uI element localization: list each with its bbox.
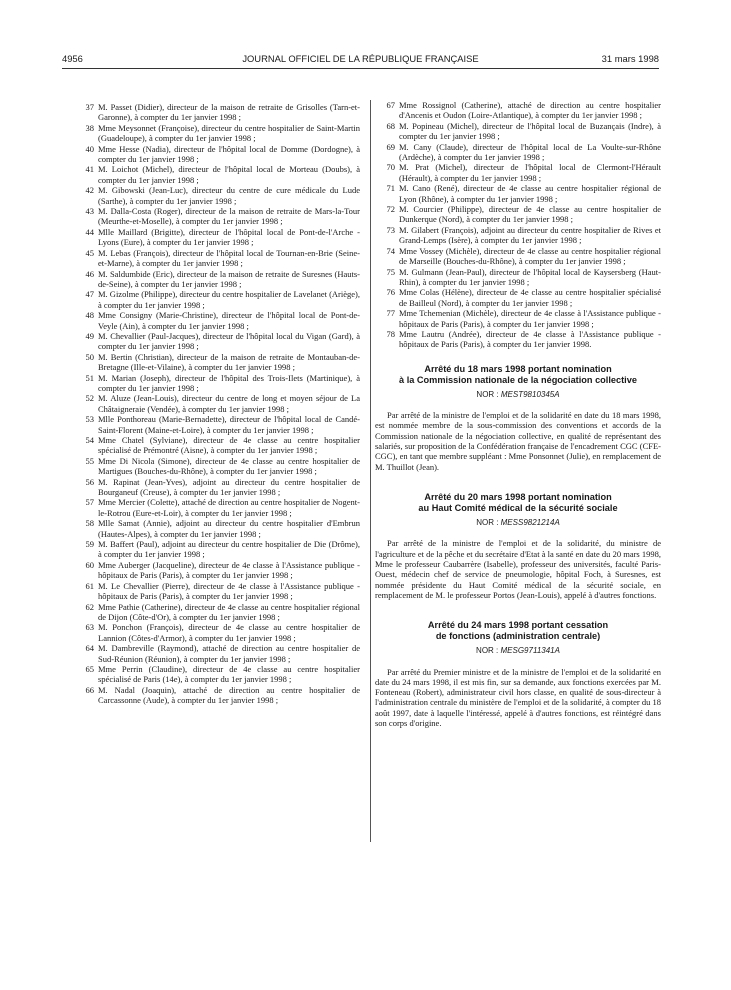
list-item	[74, 414, 360, 435]
entry-number: 67	[386, 100, 395, 110]
list-item	[74, 269, 360, 290]
list-item	[375, 142, 661, 163]
nor-reference	[375, 518, 661, 528]
entry-text: M. Passet (Didier), directeur de la maison de retraite de Grisolles (Tarn-et-Garonne), à compter du 1er janvier 1998 ;	[98, 102, 360, 123]
entry-number: 58	[85, 518, 94, 529]
list-item	[74, 622, 360, 643]
nor-code: MESS9821214A	[500, 517, 560, 527]
entry-number: 52	[85, 393, 94, 404]
entry-text: M. Dambreville (Raymond), attaché de direction au centre hospitalier de Sud-Réunion (Réunion), à compter du 1er janvier 1998 ;	[98, 643, 360, 664]
list-item	[74, 643, 360, 664]
entry-text: M. Marian (Joseph), directeur de l'hôpital des Trois-Ilets (Martinique), à compter du 1er janvier 1998 ;	[98, 372, 360, 393]
list-item	[74, 331, 360, 352]
section-title-line: Arrêté du 18 mars 1998 portant nomination	[424, 363, 612, 374]
list-item	[375, 225, 661, 246]
entry-text: Mme Consigny (Marie-Christine), directeur de l'hôpital local de Pont-de-Veyle (Ain), à compter du 1er janvier 1998 ;	[98, 310, 360, 331]
list-item	[74, 248, 360, 269]
entry-text: Mme Vossey (Michèle), directeur de 4e classe au centre hospitalier régional de Marseille (Bouches-du-Rhône), à compter du 1er janvier 1998 ;	[399, 245, 661, 267]
list-item	[74, 352, 360, 373]
entry-text: Mme Tchemenian (Michèle), directeur de 4e classe à l'Assistance publique - hôpitaux de Paris (Paris), à compter du 1er janvier 1998 ;	[399, 308, 661, 329]
entry-text: Mme Mercier (Colette), attaché de direction au centre hospitalier de Nogent-le-Rotrou (Eure-et-Loir), à compter du 1er janvier 1998 ;	[98, 497, 360, 518]
nor-code: MEST9810345A	[500, 389, 560, 399]
entry-text: Mlle Samat (Annie), adjoint au directeur du centre hospitalier d'Embrun (Hautes-Alpes), à compter du 1er janvier 1998 ;	[98, 518, 360, 539]
entry-number: 77	[386, 308, 395, 319]
list-item	[74, 310, 360, 331]
entry-number: 48	[85, 310, 94, 321]
entry-number: 49	[85, 330, 94, 341]
entry-text: Mme Di Nicola (Simone), directeur de 4e classe au centre hospitalier de Martigues (Bouches-du-Rhône), à compter du 1er janvier 1998 ;	[98, 455, 360, 477]
section-body: Par arrêté de la ministre de l'emploi et de la solidarité en date du 18 mars 1998, est nommée membre de la sous-commission des conventions et accords de la Commission nationale de la négociation collective, en qualité de représentant des salariés, sur proposition de la Confédération française de l'encadrement CGC (CFE-CGC), en tant que membre suppléant : Mme Ponsonnet (Julie), en remplacement de M. Thuillot (Jean).	[375, 410, 661, 472]
header-rule	[62, 68, 659, 69]
section-title	[375, 492, 661, 514]
entry-number: 40	[85, 143, 94, 154]
list-item	[74, 393, 360, 414]
entry-text: M. Cany (Claude), directeur de l'hôpital local de La Voulte-sur-Rhône (Ardèche), à compter du 1er janvier 1998 ;	[399, 141, 661, 163]
page-header	[62, 53, 659, 69]
nor-label: NOR :	[476, 646, 501, 656]
list-item	[375, 267, 661, 288]
list-item	[375, 183, 661, 204]
list-item	[74, 581, 360, 602]
entry-text: M. Loichot (Michel), directeur de l'hôpital local de Morteau (Doubs), à compter du 1er janvier 1998 ;	[98, 164, 360, 185]
entry-text: M. Gizolme (Philippe), directeur du centre hospitalier de Lavelanet (Ariège), à compter du 1er janvier 1998 ;	[98, 289, 360, 310]
entry-text: M. Courcier (Philippe), directeur de 4e classe au centre hospitalier de Dunkerque (Nord), à compter du 1er janvier 1998 ;	[399, 204, 661, 225]
issue-date: 31 mars 1998	[601, 53, 659, 64]
entry-text: Mme Auberger (Jacqueline), directeur de 4e classe à l'Assistance publique - hôpitaux de Paris (Paris), à compter du 1er janvier 1998 ;	[98, 559, 360, 581]
entry-text: Mme Meysonnet (Françoise), directeur du centre hospitalier de Saint-Martin (Guadeloupe), à compter du 1er janvier 1998 ;	[98, 122, 360, 144]
entry-text: Mlle Ponthoreau (Marie-Bernadette), directeur de l'hôpital local de Candé-Saint-Florent (Maine-et-Loire), à compter du 1er janvier 1998 ;	[98, 414, 360, 435]
decree-section-3	[375, 620, 661, 728]
nor-code: MESG9711341A	[500, 646, 560, 656]
section-body: Par arrêté du Premier ministre et de la ministre de l'emploi et de la solidarité en date du 24 mars 1998, il est mis fin, sur sa demande, aux fonctions exercées par M. Fonteneau (Robert), administrateur civil hors classe, en qualité de sous-directeur à l'administration centrale du ministère de l'emploi et de la solidarité, à compter du 18 août 1997, date à laquelle l'intéressé, appelé à d'autres fonctions, est réintégré dans son corps d'origine.	[375, 666, 661, 729]
entry-number: 46	[85, 268, 94, 279]
list-item	[74, 373, 360, 394]
entry-text: M. Gilabert (François), adjoint au directeur du centre hospitalier de Rives et Grand-Lemps (Isère), à compter du 1er janvier 1998 ;	[399, 224, 661, 246]
list-item	[74, 289, 360, 310]
list-item	[375, 246, 661, 267]
list-item	[74, 456, 360, 477]
entry-number: 54	[85, 435, 94, 445]
entry-number: 41	[85, 164, 94, 175]
section-title-line: Arrêté du 24 mars 1998 portant cessation	[427, 620, 609, 631]
nor-reference	[375, 390, 661, 400]
entry-text: M. Gibowski (Jean-Luc), directeur du centre de cure médicale du Lude (Sarthe), à compter du 1er janvier 1998 ;	[98, 185, 360, 206]
entry-text: M. Lebas (François), directeur de l'hôpital local de Tournan-en-Brie (Seine-et-Marne), à compter du 1er janvier 1998 ;	[98, 247, 360, 269]
entry-text: Mlle Maillard (Brigitte), directeur de l'hôpital local de Pont-de-l'Arche - Lyons (Eure), à compter du 1er janvier 1998 ;	[98, 226, 360, 248]
list-item	[375, 162, 661, 183]
entry-text: Mme Rossignol (Catherine), attaché de direction au centre hospitalier d'Ancenis et Oudon (Loire-Atlantique), à compter du 1er janvier 1998 ;	[399, 100, 661, 121]
journal-title: JOURNAL OFFICIEL DE LA RÉPUBLIQUE FRANÇAISE	[242, 53, 479, 64]
list-item	[375, 121, 661, 142]
entry-number: 63	[85, 622, 94, 633]
entry-text: M. Popineau (Michel), directeur de l'hôpital local de Buzançais (Indre), à compter du 1er janvier 1998 ;	[399, 120, 661, 142]
section-title-line: à la Commission nationale de la négociation collective	[399, 374, 637, 385]
section-title-line: au Haut Comité médical de la sécurité sociale	[418, 502, 618, 513]
entry-number: 74	[386, 245, 395, 256]
entry-number: 72	[386, 204, 395, 215]
section-title	[375, 620, 661, 642]
entry-text: M. Prat (Michel), directeur de l'hôpital local de Clermont-l'Hérault (Hérault), à compter du 1er janvier 1998 ;	[399, 162, 661, 183]
entry-number: 37	[85, 102, 94, 112]
decree-section-2	[375, 492, 661, 600]
nor-reference	[375, 646, 661, 656]
section-title-line: Arrêté du 20 mars 1998 portant nomination	[424, 491, 612, 502]
entry-text: M. Le Chevallier (Pierre), directeur de 4e classe à l'Assistance publique - hôpitaux de Paris (Paris), à compter du 1er janvier 1998 ;	[98, 580, 360, 602]
list-item	[74, 144, 360, 165]
entry-text: Mme Pathie (Catherine), directeur de 4e classe au centre hospitalier régional de Dijon (Côte-d'Or), à compter du 1er janvier 1998 ;	[98, 601, 360, 622]
entry-number: 44	[85, 226, 94, 237]
decree-section-1	[375, 364, 661, 472]
list-item	[74, 477, 360, 498]
entry-number: 75	[386, 266, 395, 277]
list-item	[74, 206, 360, 227]
section-title-line: de fonctions (administration centrale)	[435, 631, 601, 642]
entry-number: 59	[85, 539, 94, 550]
column-separator	[370, 100, 371, 842]
entry-number: 60	[85, 559, 94, 570]
entry-text: M. Baffert (Paul), adjoint au directeur du centre hospitalier de Die (Drôme), à compter du 1er janvier 1998 ;	[98, 539, 360, 560]
entry-text: M. Nadal (Joaquin), attaché de direction au centre hospitalier de Carcassonne (Aude), à compter du 1er janvier 1998 ;	[98, 684, 360, 706]
entry-text: M. Chevallier (Paul-Jacques), directeur de l'hôpital local du Vigan (Gard), à compter du 1er janvier 1998 ;	[98, 330, 360, 352]
list-item	[74, 497, 360, 518]
entry-number: 64	[85, 643, 94, 654]
entry-number: 69	[386, 141, 395, 152]
entry-number: 65	[85, 663, 94, 674]
entry-text: M. Rapinat (Jean-Yves), adjoint au directeur du centre hospitalier de Bourganeuf (Creuse), à compter du 1er janvier 1998 ;	[98, 476, 360, 498]
right-column	[375, 100, 661, 728]
list-item	[74, 664, 360, 685]
list-item	[74, 560, 360, 581]
entry-text: M. Dalla-Costa (Roger), directeur de la maison de retraite de Mars-la-Tour (Meurthe-et-Moselle), à compter du 1er janvier 1998 ;	[98, 206, 360, 227]
entry-number: 73	[386, 224, 395, 235]
list-item	[375, 329, 661, 350]
entry-text: Mme Perrin (Claudine), directeur de 4e classe au centre hospitalier spécialisé de Paris (14e), à compter du 1er janvier 1998 ;	[98, 663, 360, 685]
entry-text: Mme Colas (Hélène), directeur de 4e classe au centre hospitalier spécialisé de Bailleul (Nord), à compter du 1er janvier 1998 ;	[399, 287, 661, 308]
section-title	[375, 364, 661, 386]
entry-text: M. Ponchon (François), directeur de 4e classe au centre hospitalier de Lannion (Côtes-d'Armor), à compter du 1er janvier 1998 ;	[98, 622, 360, 643]
entry-number: 78	[386, 328, 395, 339]
entry-number: 70	[386, 162, 395, 173]
entry-number: 56	[85, 476, 94, 487]
left-column	[74, 102, 360, 706]
list-item	[74, 435, 360, 456]
entry-number: 51	[85, 372, 94, 383]
entry-text: Mme Chatel (Sylviane), directeur de 4e classe au centre hospitalier spécialisé de Prémontré (Aisne), à compter du 1er janvier 1998 ;	[98, 435, 360, 456]
entry-text: M. Saldumbide (Eric), directeur de la maison de retraite de Suresnes (Hauts-de-Seine), à compter du 1er janvier 1998 ;	[98, 268, 360, 289]
entry-number: 38	[85, 122, 94, 133]
entry-number: 68	[386, 120, 395, 131]
list-item	[74, 164, 360, 185]
entry-number: 55	[85, 455, 94, 466]
entry-number: 43	[85, 206, 94, 217]
entry-number: 66	[85, 684, 94, 695]
entry-number: 45	[85, 247, 94, 258]
list-item	[375, 204, 661, 225]
list-item	[375, 308, 661, 329]
list-item	[74, 602, 360, 623]
list-item	[375, 287, 661, 308]
entry-number: 61	[85, 580, 94, 591]
page-number: 4956	[62, 53, 83, 64]
list-item	[74, 539, 360, 560]
entry-text: M. Cano (René), directeur de 4e classe au centre hospitalier régional de Lyon (Rhône), à compter du 1er janvier 1998 ;	[399, 183, 661, 204]
entry-text: M. Aluze (Jean-Louis), directeur du centre de long et moyen séjour de La Châtaigneraie (Vendée), à compter du 1er janvier 1998 ;	[98, 393, 360, 414]
entry-number: 57	[85, 497, 94, 508]
entry-text: Mme Lautru (Andrée), directeur de 4e classe à l'Assistance publique - hôpitaux de Paris (Paris), à compter du 1er janvier 1998.	[399, 328, 661, 350]
entry-text: Mme Hesse (Nadia), directeur de l'hôpital local de Domme (Dordogne), à compter du 1er janvier 1998 ;	[98, 143, 360, 165]
entry-number: 76	[386, 287, 395, 298]
list-item	[74, 227, 360, 248]
entry-number: 50	[85, 351, 94, 362]
entry-text: M. Gulmann (Jean-Paul), directeur de l'hôpital local de Kaysersberg (Haut-Rhin), à compter du 1er janvier 1998 ;	[399, 266, 661, 287]
entry-number: 53	[85, 414, 94, 425]
list-item	[74, 685, 360, 706]
list-item	[74, 123, 360, 144]
entry-text: M. Bertin (Christian), directeur de la maison de retraite de Montauban-de-Bretagne (Ille-et-Vilaine), à compter du 1er janvier 1998 ;	[98, 351, 360, 373]
nor-label: NOR :	[476, 389, 501, 399]
entry-number: 42	[85, 185, 94, 196]
entry-number: 71	[386, 183, 395, 194]
list-item	[375, 100, 661, 121]
list-item	[74, 102, 360, 123]
entry-number: 62	[85, 601, 94, 612]
list-item	[74, 518, 360, 539]
nor-label: NOR :	[476, 517, 501, 527]
entry-number: 47	[85, 289, 94, 300]
section-body: Par arrêté de la ministre de l'emploi et de la solidarité, du ministre de l'agriculture et de la pêche et du secrétaire d'Etat à la santé en date du 20 mars 1998, Mme le professeur Caubarrère (Isabelle), professeur des universités, faculté Paris-Ouest, médecin chef de service de pneumologie, hôpital Foch, à Suresnes, est nommée présidente du Haut Comité médical de la sécurité sociale, en remplacement de M. le professeur Portos (Jean-Louis), appelé à d'autres fonctions.	[375, 538, 661, 600]
list-item	[74, 185, 360, 206]
